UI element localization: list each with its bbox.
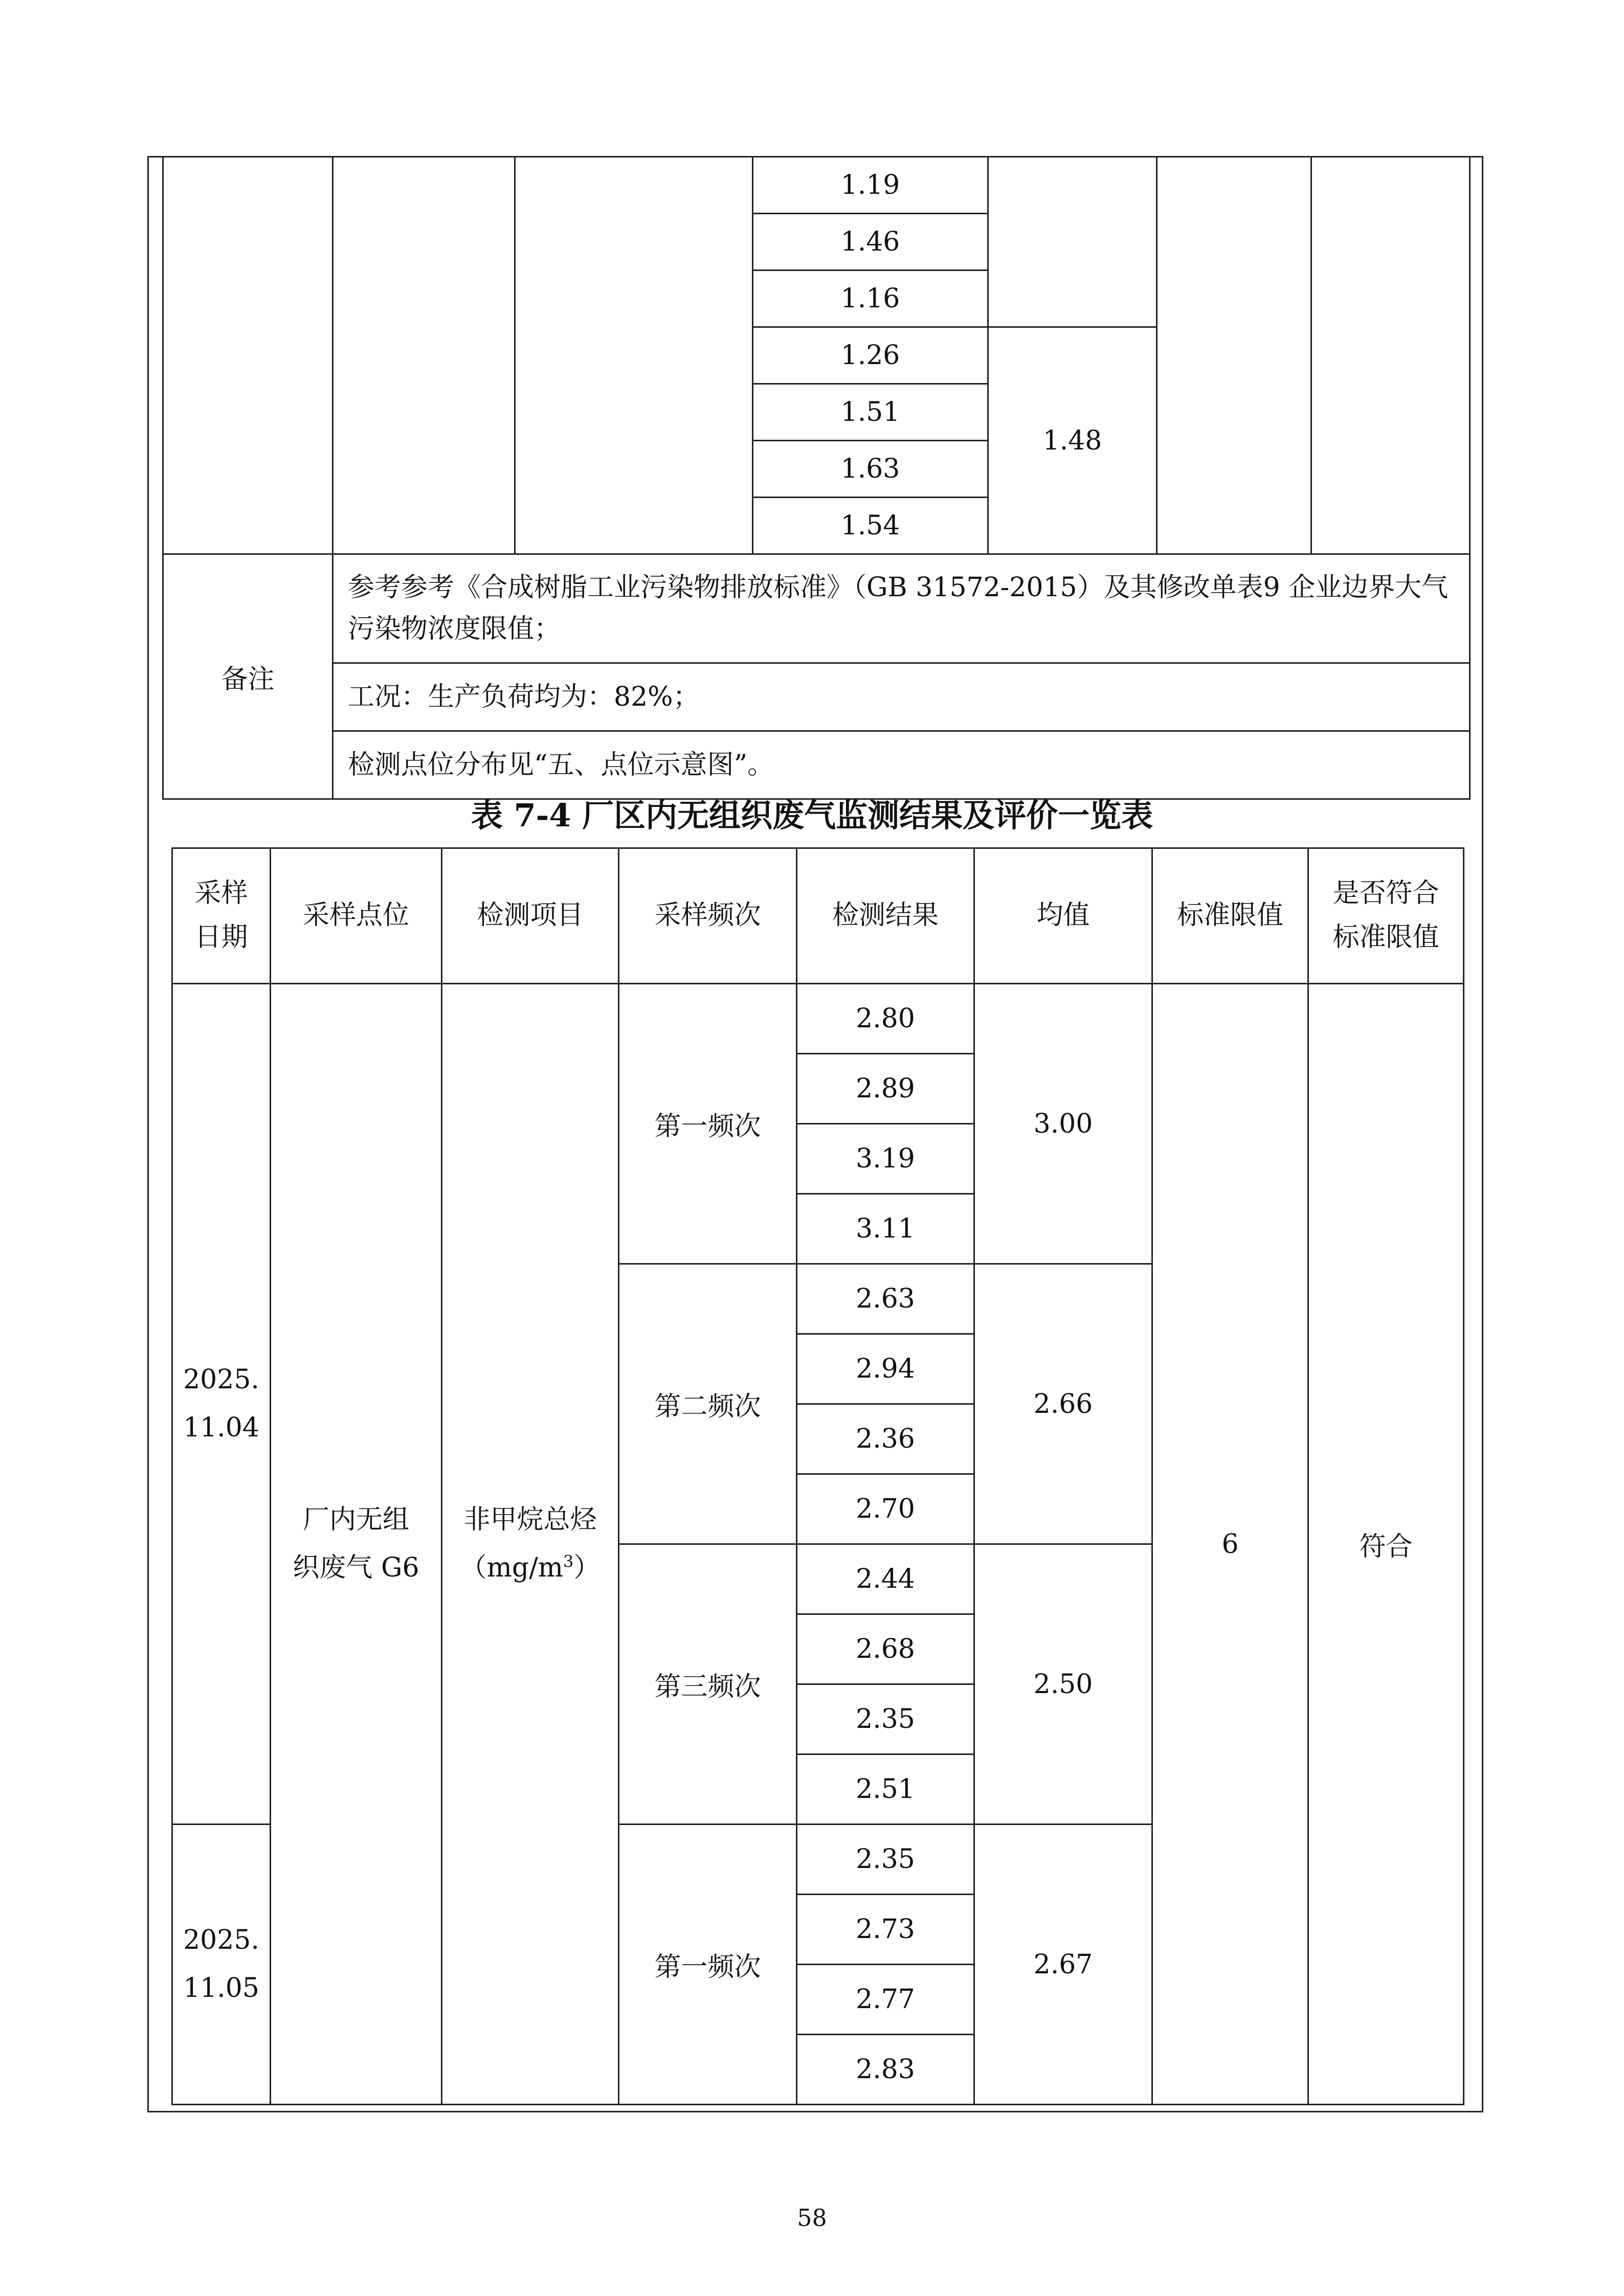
remark-condition: 工况：生产负荷均为：82%； bbox=[333, 663, 1470, 731]
compliance-cell: 符合 bbox=[1308, 984, 1464, 2105]
result-cell: 2.94 bbox=[797, 1334, 974, 1404]
table-7-4 bbox=[171, 847, 1464, 2105]
remarks-label: 备注 bbox=[163, 554, 333, 799]
result-cell: 1.46 bbox=[753, 214, 988, 271]
table-row bbox=[172, 984, 1464, 1054]
header-point: 采样点位 bbox=[271, 848, 442, 984]
header-limit: 标准限值 bbox=[1152, 848, 1308, 984]
table-row bbox=[163, 157, 1470, 214]
mean-cell-empty bbox=[988, 157, 1157, 327]
remark-points: 检测点位分布见“五、点位示意图”。 bbox=[333, 731, 1470, 799]
cell-empty bbox=[515, 157, 753, 554]
result-cell: 1.63 bbox=[753, 441, 988, 498]
result-cell: 2.80 bbox=[797, 984, 974, 1054]
remarks-row bbox=[163, 731, 1470, 799]
limit-cell: 6 bbox=[1152, 984, 1308, 2105]
mean-cell: 1.48 bbox=[988, 327, 1157, 554]
header-item: 检测项目 bbox=[442, 848, 619, 984]
result-cell: 1.54 bbox=[753, 498, 988, 554]
result-cell: 2.77 bbox=[797, 1965, 974, 2035]
result-cell: 2.63 bbox=[797, 1264, 974, 1334]
date-cell: 2025. 11.05 bbox=[172, 1825, 271, 2105]
result-cell: 1.16 bbox=[753, 271, 988, 327]
frequency-cell: 第一频次 bbox=[619, 984, 797, 1264]
page-number: 58 bbox=[797, 2204, 827, 2232]
result-cell: 1.51 bbox=[753, 384, 988, 441]
mean-cell: 3.00 bbox=[974, 984, 1152, 1264]
frequency-cell: 第三频次 bbox=[619, 1544, 797, 1825]
result-cell: 2.83 bbox=[797, 2035, 974, 2105]
cell-empty bbox=[163, 157, 333, 554]
frequency-cell: 第二频次 bbox=[619, 1264, 797, 1544]
result-cell: 2.68 bbox=[797, 1614, 974, 1684]
frequency-cell: 第一频次 bbox=[619, 1825, 797, 2105]
header-date: 采样 日期 bbox=[172, 848, 271, 984]
result-cell: 3.19 bbox=[797, 1124, 974, 1194]
cell-empty bbox=[1157, 157, 1311, 554]
result-cell: 2.51 bbox=[797, 1754, 974, 1825]
result-cell: 2.36 bbox=[797, 1404, 974, 1474]
result-cell: 2.70 bbox=[797, 1474, 974, 1544]
cell-empty bbox=[333, 157, 515, 554]
result-cell: 1.26 bbox=[753, 327, 988, 384]
result-cell: 1.19 bbox=[753, 157, 988, 214]
result-cell: 2.44 bbox=[797, 1544, 974, 1614]
result-cell: 2.35 bbox=[797, 1825, 974, 1895]
remarks-row bbox=[163, 663, 1470, 731]
mean-cell: 2.50 bbox=[974, 1544, 1152, 1825]
result-cell: 2.73 bbox=[797, 1895, 974, 1965]
date-cell: 2025. 11.04 bbox=[172, 984, 271, 1825]
mean-cell: 2.66 bbox=[974, 1264, 1152, 1544]
header-frequency: 采样频次 bbox=[619, 848, 797, 984]
remarks-row bbox=[163, 554, 1470, 663]
result-cell: 3.11 bbox=[797, 1194, 974, 1264]
header-compliance: 是否符合 标准限值 bbox=[1308, 848, 1464, 984]
mean-cell: 2.67 bbox=[974, 1825, 1152, 2105]
table-title: 表 7-4 厂区内无组织废气监测结果及评价一览表 bbox=[471, 797, 1153, 834]
header-result: 检测结果 bbox=[797, 848, 974, 984]
result-cell: 2.89 bbox=[797, 1054, 974, 1124]
header-row bbox=[172, 848, 1464, 984]
table-continuation bbox=[162, 156, 1471, 800]
point-cell: 厂内无组 织废气 G6 bbox=[271, 984, 442, 2105]
cell-empty bbox=[1311, 157, 1470, 554]
item-cell: 非甲烷总烃 $(mg/m^3)$ bbox=[442, 984, 619, 2105]
result-cell: 2.35 bbox=[797, 1684, 974, 1754]
remark-standard: 参考参考《合成树脂工业污染物排放标准》（GB 31572-2015）及其修改单表9 企业边界大气污染物浓度限值； bbox=[333, 554, 1470, 663]
header-mean: 均值 bbox=[974, 848, 1152, 984]
